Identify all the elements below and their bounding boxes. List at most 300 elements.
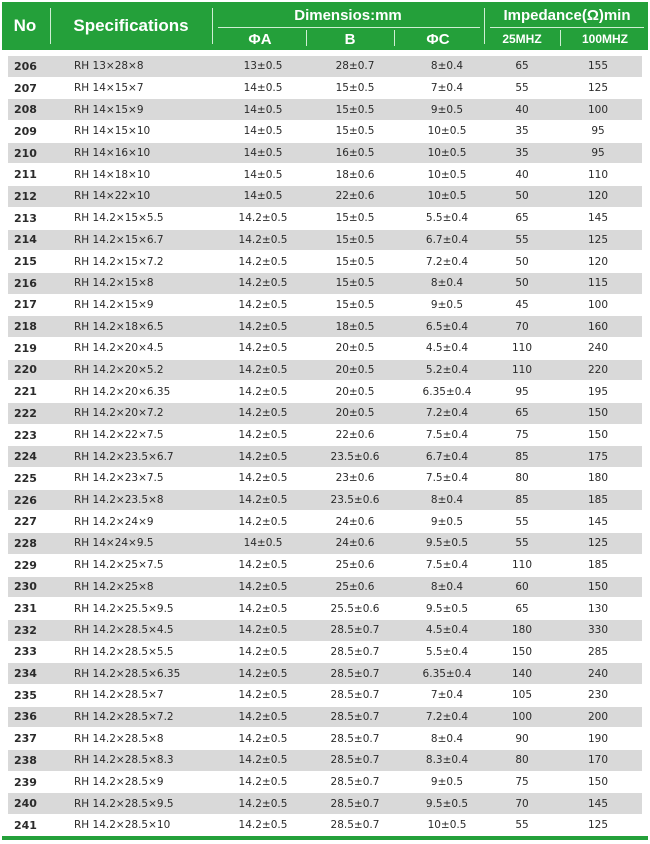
row-no: 213 <box>14 211 37 225</box>
header-divider <box>560 30 561 46</box>
row-specification: RH 14.2×20×4.5 <box>74 342 164 355</box>
row-dim-c: 8±0.4 <box>430 60 464 73</box>
row-impedance-100mhz: 120 <box>587 190 609 203</box>
row-dim-a: 14.2±0.5 <box>238 797 288 810</box>
row-dim-c: 9±0.5 <box>430 103 464 116</box>
header-col-c: ΦC <box>426 30 450 48</box>
row-no: 223 <box>14 428 37 442</box>
row-dim-b: 28.5±0.7 <box>330 710 380 723</box>
row-dim-c: 7.5±0.4 <box>425 559 469 572</box>
row-specification: RH 13×28×8 <box>74 60 144 73</box>
row-dim-a: 14±0.5 <box>243 103 283 116</box>
table-row <box>8 316 642 338</box>
row-dim-a: 14±0.5 <box>243 125 283 138</box>
row-impedance-25mhz: 35 <box>515 125 529 138</box>
table-row <box>8 468 642 490</box>
row-dim-b: 25±0.6 <box>335 559 375 572</box>
row-specification: RH 14.2×28.5×9 <box>74 776 164 789</box>
table-row <box>8 425 642 447</box>
table-row <box>8 381 642 403</box>
row-specification: RH 14×18×10 <box>74 168 151 181</box>
row-no: 218 <box>14 320 37 334</box>
row-dim-b: 25.5±0.6 <box>330 602 380 615</box>
row-impedance-25mhz: 55 <box>515 819 529 832</box>
row-dim-a: 14.2±0.5 <box>238 689 288 702</box>
row-dim-c: 7±0.4 <box>430 689 464 702</box>
row-no: 221 <box>14 385 37 399</box>
row-dim-b: 22±0.6 <box>335 190 375 203</box>
row-impedance-100mhz: 190 <box>587 732 609 745</box>
row-dim-c: 10±0.5 <box>427 147 467 160</box>
table-row <box>8 598 642 620</box>
table-row <box>8 56 642 78</box>
row-specification: RH 14.2×25.5×9.5 <box>74 602 174 615</box>
row-specification: RH 14.2×24×9 <box>74 515 154 528</box>
row-dim-a: 14.2±0.5 <box>238 819 288 832</box>
row-impedance-25mhz: 35 <box>515 147 529 160</box>
row-specification: RH 14.2×28.5×6.35 <box>74 667 181 680</box>
row-impedance-25mhz: 75 <box>515 776 529 789</box>
row-dim-c: 10±0.5 <box>427 819 467 832</box>
table-row <box>8 208 642 230</box>
row-impedance-100mhz: 200 <box>587 710 609 723</box>
row-impedance-25mhz: 50 <box>515 255 529 268</box>
row-dim-c: 9±0.5 <box>430 298 464 311</box>
row-dim-a: 14±0.5 <box>243 537 283 550</box>
row-no: 206 <box>14 59 37 73</box>
row-dim-c: 6.35±0.4 <box>422 385 472 398</box>
row-dim-b: 20±0.5 <box>335 407 375 420</box>
row-no: 226 <box>14 493 37 507</box>
row-impedance-25mhz: 85 <box>515 450 529 463</box>
row-no: 217 <box>14 298 37 312</box>
row-dim-b: 28.5±0.7 <box>330 667 380 680</box>
row-dim-b: 18±0.5 <box>335 320 375 333</box>
table-row <box>8 620 642 642</box>
row-dim-a: 14.2±0.5 <box>238 429 288 442</box>
header-divider <box>50 8 51 44</box>
row-dim-c: 8±0.4 <box>430 494 464 507</box>
row-no: 233 <box>14 645 37 659</box>
row-specification: RH 14.2×28.5×9.5 <box>74 797 174 810</box>
row-specification: RH 14.2×22×7.5 <box>74 429 164 442</box>
row-dim-a: 14±0.5 <box>243 168 283 181</box>
row-specification: RH 14.2×28.5×8 <box>74 732 164 745</box>
row-dim-b: 28.5±0.7 <box>330 689 380 702</box>
row-dim-a: 14.2±0.5 <box>238 732 288 745</box>
row-impedance-100mhz: 185 <box>587 559 609 572</box>
row-impedance-100mhz: 230 <box>587 689 609 702</box>
row-impedance-100mhz: 240 <box>587 667 609 680</box>
bottom-green-rule <box>2 836 648 840</box>
table-body <box>8 56 642 837</box>
table-row <box>8 251 642 273</box>
row-dim-b: 15±0.5 <box>335 103 375 116</box>
row-dim-b: 23±0.6 <box>335 472 375 485</box>
row-impedance-100mhz: 150 <box>587 407 609 420</box>
row-dim-a: 14.2±0.5 <box>238 212 288 225</box>
row-dim-c: 6.7±0.4 <box>425 450 469 463</box>
row-impedance-25mhz: 150 <box>511 645 533 658</box>
row-dim-a: 14.2±0.5 <box>238 298 288 311</box>
table-row <box>8 446 642 468</box>
row-impedance-100mhz: 125 <box>587 233 609 246</box>
row-impedance-100mhz: 125 <box>587 537 609 550</box>
header-col-100mhz: 100MHZ <box>581 32 628 46</box>
row-impedance-100mhz: 145 <box>587 797 609 810</box>
row-no: 240 <box>14 797 37 811</box>
row-no: 235 <box>14 688 37 702</box>
row-impedance-100mhz: 125 <box>587 82 609 95</box>
row-dim-b: 24±0.6 <box>335 537 375 550</box>
header-divider <box>484 8 485 44</box>
row-no: 219 <box>14 341 37 355</box>
row-no: 224 <box>14 450 37 464</box>
row-impedance-25mhz: 90 <box>515 732 529 745</box>
row-impedance-25mhz: 85 <box>515 494 529 507</box>
header-no: No <box>13 16 37 35</box>
row-dim-b: 18±0.6 <box>335 168 375 181</box>
row-dim-a: 14.2±0.5 <box>238 559 288 572</box>
row-impedance-100mhz: 150 <box>587 776 609 789</box>
row-dim-b: 15±0.5 <box>335 255 375 268</box>
row-dim-a: 14.2±0.5 <box>238 494 288 507</box>
row-impedance-25mhz: 105 <box>511 689 533 702</box>
row-specification: RH 14.2×25×7.5 <box>74 559 164 572</box>
row-dim-c: 8±0.4 <box>430 277 464 290</box>
row-specification: RH 14.2×28.5×4.5 <box>74 624 174 637</box>
header-col-b: B <box>344 30 356 48</box>
row-dim-c: 7.2±0.4 <box>425 255 469 268</box>
row-impedance-25mhz: 140 <box>511 667 533 680</box>
table-row <box>8 121 642 143</box>
row-impedance-100mhz: 240 <box>587 342 609 355</box>
row-impedance-100mhz: 95 <box>591 147 605 160</box>
row-impedance-100mhz: 160 <box>587 320 609 333</box>
row-dim-c: 4.5±0.4 <box>425 624 469 637</box>
row-impedance-25mhz: 65 <box>515 212 529 225</box>
table-row <box>8 273 642 295</box>
row-dim-c: 9.5±0.5 <box>425 537 469 550</box>
row-impedance-100mhz: 145 <box>587 212 609 225</box>
row-impedance-100mhz: 130 <box>587 602 609 615</box>
row-dim-b: 24±0.6 <box>335 515 375 528</box>
row-dim-c: 8.3±0.4 <box>425 754 469 767</box>
table-row <box>8 663 642 685</box>
row-dim-a: 14±0.5 <box>243 147 283 160</box>
table-row <box>8 490 642 512</box>
row-dim-c: 9±0.5 <box>430 776 464 789</box>
row-impedance-25mhz: 110 <box>511 559 533 572</box>
row-impedance-25mhz: 50 <box>515 277 529 290</box>
row-dim-c: 7.5±0.4 <box>425 429 469 442</box>
row-dim-c: 7.2±0.4 <box>425 407 469 420</box>
row-impedance-25mhz: 110 <box>511 363 533 376</box>
row-impedance-25mhz: 70 <box>515 320 529 333</box>
row-dim-a: 14.2±0.5 <box>238 580 288 593</box>
row-no: 237 <box>14 732 37 746</box>
table-row <box>8 186 642 208</box>
row-no: 222 <box>14 406 37 420</box>
row-specification: RH 14.2×28.5×8.3 <box>74 754 174 767</box>
row-impedance-25mhz: 40 <box>515 103 529 116</box>
header-specifications: Specifications <box>73 16 189 35</box>
row-impedance-100mhz: 100 <box>587 103 609 116</box>
row-no: 238 <box>14 753 37 767</box>
row-impedance-25mhz: 75 <box>515 429 529 442</box>
row-impedance-25mhz: 65 <box>515 602 529 615</box>
row-impedance-100mhz: 220 <box>587 363 609 376</box>
row-impedance-100mhz: 175 <box>587 450 609 463</box>
row-dim-b: 28.5±0.7 <box>330 797 380 810</box>
table-row <box>8 143 642 165</box>
row-impedance-25mhz: 60 <box>515 580 529 593</box>
row-dim-b: 15±0.5 <box>335 82 375 95</box>
table-row <box>8 555 642 577</box>
row-impedance-25mhz: 65 <box>515 407 529 420</box>
row-no: 231 <box>14 602 37 616</box>
table-row <box>8 793 642 815</box>
row-impedance-25mhz: 80 <box>515 754 529 767</box>
row-impedance-25mhz: 45 <box>515 298 529 311</box>
row-dim-c: 6.7±0.4 <box>425 233 469 246</box>
row-dim-b: 25±0.6 <box>335 580 375 593</box>
row-dim-b: 20±0.5 <box>335 385 375 398</box>
row-specification: RH 14.2×23.5×6.7 <box>74 450 174 463</box>
table-row <box>8 815 642 837</box>
row-dim-b: 15±0.5 <box>335 125 375 138</box>
row-dim-c: 6.35±0.4 <box>422 667 472 680</box>
row-dim-b: 16±0.5 <box>335 147 375 160</box>
row-dim-a: 14.2±0.5 <box>238 255 288 268</box>
row-impedance-100mhz: 100 <box>587 298 609 311</box>
row-impedance-100mhz: 155 <box>587 60 609 73</box>
row-dim-c: 7±0.4 <box>430 82 464 95</box>
table-row <box>8 78 642 100</box>
row-dim-a: 14.2±0.5 <box>238 320 288 333</box>
row-dim-a: 14.2±0.5 <box>238 363 288 376</box>
row-specification: RH 14×15×7 <box>74 82 144 95</box>
row-impedance-100mhz: 110 <box>587 168 609 181</box>
row-dim-c: 7.5±0.4 <box>425 472 469 485</box>
row-dim-c: 5.5±0.4 <box>425 212 469 225</box>
row-specification: RH 14×15×10 <box>74 125 151 138</box>
row-no: 214 <box>14 233 37 247</box>
row-impedance-25mhz: 80 <box>515 472 529 485</box>
row-dim-b: 20±0.5 <box>335 363 375 376</box>
table-row <box>8 360 642 382</box>
row-dim-a: 14.2±0.5 <box>238 450 288 463</box>
row-dim-a: 14.2±0.5 <box>238 754 288 767</box>
row-dim-b: 15±0.5 <box>335 233 375 246</box>
row-specification: RH 14×24×9.5 <box>74 537 154 550</box>
row-dim-c: 8±0.4 <box>430 580 464 593</box>
row-specification: RH 14.2×28.5×10 <box>74 819 171 832</box>
row-dim-b: 22±0.6 <box>335 429 375 442</box>
row-no: 208 <box>14 103 37 117</box>
row-impedance-25mhz: 55 <box>515 82 529 95</box>
row-dim-b: 15±0.5 <box>335 277 375 290</box>
header-col-25mhz: 25MHZ <box>502 32 542 46</box>
row-impedance-100mhz: 330 <box>587 624 609 637</box>
row-no: 210 <box>14 146 37 160</box>
row-dim-b: 23.5±0.6 <box>330 494 380 507</box>
row-specification: RH 14×16×10 <box>74 147 151 160</box>
row-dim-a: 14.2±0.5 <box>238 407 288 420</box>
row-dim-a: 14.2±0.5 <box>238 472 288 485</box>
row-dim-c: 5.5±0.4 <box>425 645 469 658</box>
table-row <box>8 164 642 186</box>
row-no: 241 <box>14 818 37 832</box>
row-specification: RH 14.2×18×6.5 <box>74 320 164 333</box>
table-row <box>8 707 642 729</box>
row-no: 209 <box>14 124 37 138</box>
row-no: 239 <box>14 775 37 789</box>
row-dim-c: 10±0.5 <box>427 190 467 203</box>
row-dim-a: 14.2±0.5 <box>238 515 288 528</box>
row-specification: RH 14.2×15×8 <box>74 277 154 290</box>
row-specification: RH 14.2×15×9 <box>74 298 154 311</box>
row-impedance-100mhz: 150 <box>587 580 609 593</box>
row-impedance-100mhz: 145 <box>587 515 609 528</box>
row-impedance-100mhz: 185 <box>587 494 609 507</box>
row-no: 230 <box>14 580 37 594</box>
table-row <box>8 642 642 664</box>
row-impedance-25mhz: 100 <box>511 710 533 723</box>
row-dim-a: 14±0.5 <box>243 190 283 203</box>
row-specification: RH 14.2×15×7.2 <box>74 255 164 268</box>
header-dimensions: Dimensios:mm <box>294 6 402 24</box>
row-impedance-25mhz: 55 <box>515 537 529 550</box>
row-no: 227 <box>14 515 37 529</box>
row-impedance-100mhz: 125 <box>587 819 609 832</box>
row-impedance-25mhz: 110 <box>511 342 533 355</box>
table-row <box>8 295 642 317</box>
row-dim-a: 14.2±0.5 <box>238 233 288 246</box>
row-dim-c: 9.5±0.5 <box>425 602 469 615</box>
row-no: 212 <box>14 189 37 203</box>
row-impedance-100mhz: 285 <box>587 645 609 658</box>
row-dim-b: 28.5±0.7 <box>330 776 380 789</box>
row-impedance-25mhz: 40 <box>515 168 529 181</box>
row-no: 236 <box>14 710 37 724</box>
row-specification: RH 14.2×20×6.35 <box>74 385 171 398</box>
row-no: 229 <box>14 558 37 572</box>
table-row <box>8 685 642 707</box>
row-specification: RH 14.2×15×6.7 <box>74 233 164 246</box>
row-impedance-25mhz: 50 <box>515 190 529 203</box>
row-no: 216 <box>14 276 37 290</box>
row-impedance-25mhz: 180 <box>511 624 533 637</box>
row-specification: RH 14.2×20×5.2 <box>74 363 164 376</box>
row-specification: RH 14.2×23×7.5 <box>74 472 164 485</box>
row-dim-a: 14.2±0.5 <box>238 667 288 680</box>
row-no: 232 <box>14 623 37 637</box>
row-no: 220 <box>14 363 37 377</box>
row-dim-b: 15±0.5 <box>335 212 375 225</box>
table-row <box>8 577 642 599</box>
row-dim-a: 14±0.5 <box>243 82 283 95</box>
table-row <box>8 99 642 121</box>
row-no: 215 <box>14 255 37 269</box>
row-impedance-100mhz: 180 <box>587 472 609 485</box>
row-no: 228 <box>14 536 37 550</box>
table-row <box>8 403 642 425</box>
row-dim-c: 7.2±0.4 <box>425 710 469 723</box>
row-dim-c: 6.5±0.4 <box>425 320 469 333</box>
row-specification: RH 14.2×20×7.2 <box>74 407 164 420</box>
row-dim-b: 15±0.5 <box>335 298 375 311</box>
row-no: 225 <box>14 471 37 485</box>
row-dim-c: 8±0.4 <box>430 732 464 745</box>
table-row <box>8 772 642 794</box>
table-header <box>2 2 648 50</box>
row-dim-a: 14.2±0.5 <box>238 342 288 355</box>
row-dim-a: 14.2±0.5 <box>238 710 288 723</box>
row-impedance-25mhz: 55 <box>515 515 529 528</box>
row-dim-c: 9±0.5 <box>430 515 464 528</box>
row-impedance-100mhz: 195 <box>587 385 609 398</box>
row-dim-a: 14.2±0.5 <box>238 776 288 789</box>
row-no: 207 <box>14 81 37 95</box>
row-dim-b: 28.5±0.7 <box>330 754 380 767</box>
row-impedance-100mhz: 120 <box>587 255 609 268</box>
row-impedance-100mhz: 95 <box>591 125 605 138</box>
row-specification: RH 14×15×9 <box>74 103 144 116</box>
row-specification: RH 14.2×28.5×7 <box>74 689 164 702</box>
row-dim-a: 13±0.5 <box>243 60 283 73</box>
row-dim-a: 14.2±0.5 <box>238 277 288 290</box>
row-dim-b: 28±0.7 <box>335 60 375 73</box>
row-impedance-25mhz: 70 <box>515 797 529 810</box>
row-specification: RH 14.2×28.5×5.5 <box>74 645 174 658</box>
row-impedance-25mhz: 55 <box>515 233 529 246</box>
row-dim-b: 20±0.5 <box>335 342 375 355</box>
row-dim-a: 14.2±0.5 <box>238 385 288 398</box>
table-row <box>8 338 642 360</box>
row-dim-a: 14.2±0.5 <box>238 645 288 658</box>
row-no: 211 <box>14 168 37 182</box>
row-dim-c: 4.5±0.4 <box>425 342 469 355</box>
table-row <box>8 750 642 772</box>
table-row <box>8 230 642 252</box>
row-no: 234 <box>14 667 37 681</box>
header-col-a: ΦA <box>248 30 272 48</box>
table-row <box>8 511 642 533</box>
header-impedance: Impedance(Ω)min <box>503 6 631 24</box>
row-specification: RH 14.2×28.5×7.2 <box>74 710 174 723</box>
row-impedance-100mhz: 115 <box>587 277 609 290</box>
row-specification: RH 14.2×25×8 <box>74 580 154 593</box>
row-dim-a: 14.2±0.5 <box>238 602 288 615</box>
table-row <box>8 728 642 750</box>
row-impedance-100mhz: 150 <box>587 429 609 442</box>
row-dim-b: 28.5±0.7 <box>330 819 380 832</box>
row-specification: RH 14.2×15×5.5 <box>74 212 164 225</box>
row-specification: RH 14.2×23.5×8 <box>74 494 164 507</box>
row-dim-b: 28.5±0.7 <box>330 624 380 637</box>
row-impedance-25mhz: 95 <box>515 385 529 398</box>
row-dim-b: 23.5±0.6 <box>330 450 380 463</box>
row-dim-c: 10±0.5 <box>427 168 467 181</box>
row-dim-c: 9.5±0.5 <box>425 797 469 810</box>
row-specification: RH 14×22×10 <box>74 190 151 203</box>
table-row <box>8 533 642 555</box>
row-dim-a: 14.2±0.5 <box>238 624 288 637</box>
row-dim-c: 5.2±0.4 <box>425 363 469 376</box>
header-divider <box>212 8 213 44</box>
row-dim-c: 10±0.5 <box>427 125 467 138</box>
